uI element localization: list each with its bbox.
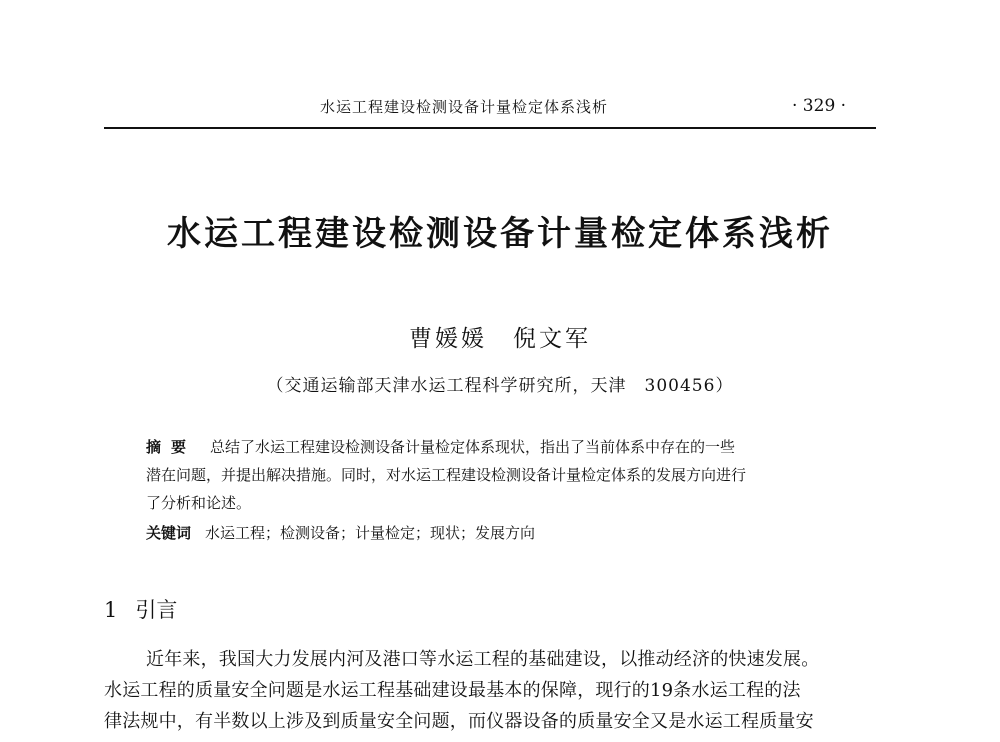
- authors: 曹媛媛 倪文军: [409, 326, 591, 352]
- paper-title: 水运工程建设检测设备计量检定体系浅析: [167, 214, 833, 254]
- keywords-label: 关键词: [146, 524, 192, 542]
- section-title: 引言: [135, 598, 178, 622]
- abstract-text: 总结了水运工程建设检测设备计量检定体系现状，指出了当前体系中存在的一些: [210, 438, 736, 456]
- abstract-label: 摘要: [146, 438, 197, 456]
- abstract-line: 潜在问题，并提出解决措施。同时，对水运工程建设检测设备计量检定体系的发展方向进行: [146, 466, 747, 484]
- keywords-text: 水运工程；检测设备；计量检定；现状；发展方向: [205, 524, 536, 542]
- page-number: · 329 ·: [792, 96, 847, 116]
- section-number: 1: [104, 598, 118, 622]
- section-heading: [104, 594, 177, 624]
- body-paragraph-line: 近年来，我国大力发展内河及港口等水运工程的基础建设，以推动经济的快速发展。: [146, 649, 820, 670]
- abstract-line: [146, 436, 735, 457]
- body-paragraph-line: 律法规中，有半数以上涉及到质量安全问题，而仪器设备的质量安全又是水运工程质量安: [104, 711, 814, 732]
- affiliation: （交通运输部天津水运工程科学研究所，天津 300456）: [266, 376, 734, 396]
- keywords-line: [146, 522, 535, 543]
- running-head-title: 水运工程建设检测设备计量检定体系浅析: [320, 98, 609, 116]
- header-rule: [104, 127, 876, 129]
- body-paragraph-line: 水运工程的质量安全问题是水运工程基础建设最基本的保障，现行的19条水运工程的法: [104, 680, 801, 701]
- abstract-line: 了分析和论述。: [146, 494, 252, 512]
